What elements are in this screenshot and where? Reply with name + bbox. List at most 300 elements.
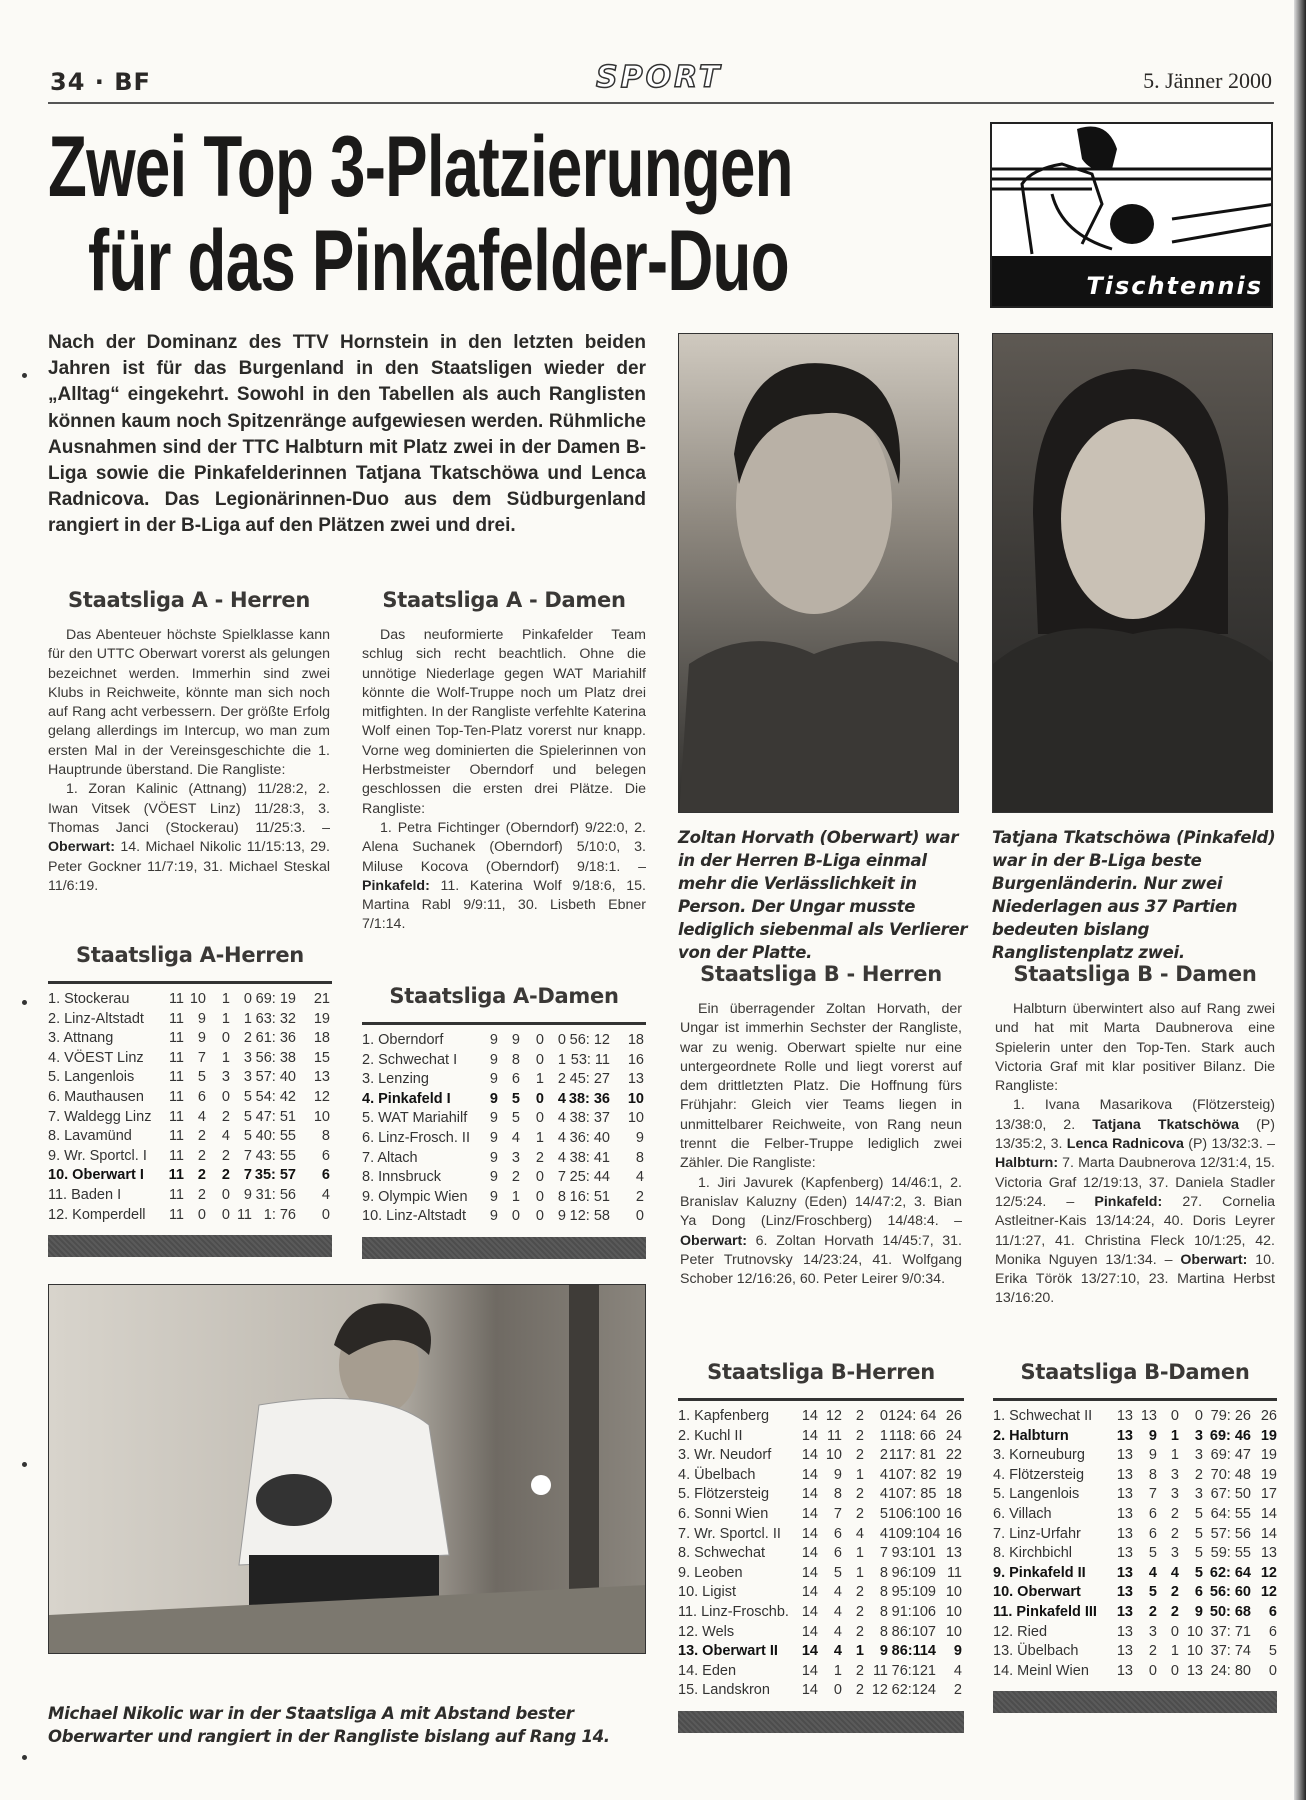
table-title: Staatsliga B-Damen (1020, 1360, 1250, 1384)
table-footer-bar (48, 1235, 332, 1257)
text: 14. Michael Nikolic 11/15:13, 29. Peter Gockner 11/7:19, 31. Michael Steskal 11/6:19. (48, 839, 330, 894)
cell-lost: 9 (879, 1643, 888, 1660)
cell-drawn: 1 (221, 1049, 230, 1066)
table-row (48, 1127, 332, 1147)
table-row (48, 1166, 332, 1186)
cell-played: 9 (489, 1188, 498, 1205)
photo-tatjana-tkatschowa (992, 333, 1273, 813)
paragraph (995, 1000, 1275, 1096)
cell-played: 11 (168, 1147, 184, 1164)
cell-played: 13 (1116, 1505, 1133, 1522)
header-rule (48, 102, 1274, 104)
article-b-herren (680, 962, 962, 1289)
cell-games: 12: 58 (569, 1208, 610, 1225)
cell-won: 2 (197, 1128, 206, 1145)
cell-games: 43: 55 (255, 1147, 296, 1164)
cell-team: 9. Olympic Wien (362, 1188, 468, 1205)
subheading: Staatsliga A - Herren (68, 588, 310, 612)
cell-drawn: 2 (221, 1167, 230, 1184)
table-row (48, 1147, 332, 1167)
cell-team: 13. Oberwart II (678, 1643, 778, 1660)
cell-won: 2 (197, 1186, 206, 1203)
cell-won: 8 (511, 1051, 520, 1068)
cell-lost: 8 (557, 1188, 566, 1205)
cell-team: 7. Linz-Urfahr (993, 1525, 1081, 1542)
cell-won: 4 (833, 1623, 842, 1640)
cell-team: 3. Attnang (48, 1030, 114, 1047)
table-row (48, 1068, 332, 1088)
cell-drawn: 2 (855, 1584, 864, 1601)
text: 1. Zoran Kalinic (Attnang) 11/28:2, 2. Iwan Vitsek (VÖEST Linz) 11/28:3, 3. Thomas Janci (Stockerau) 11/25:3. – (48, 781, 330, 836)
cell-team: 2. Kuchl II (678, 1427, 743, 1444)
cell-points: 14 (1260, 1525, 1277, 1542)
cell-won: 9 (511, 1032, 520, 1048)
cell-lost: 7 (243, 1167, 252, 1184)
cell-team: 5. WAT Mariahilf (362, 1110, 468, 1127)
table-row (678, 1485, 964, 1505)
cell-lost: 9 (1194, 1603, 1203, 1620)
cell-played: 14 (801, 1466, 818, 1483)
table-row (993, 1525, 1277, 1545)
cell-won: 7 (833, 1505, 842, 1522)
page-edge-shadow (1294, 0, 1306, 1800)
cell-won: 4 (833, 1584, 842, 1601)
cell-drawn: 1 (535, 1071, 544, 1088)
cell-points: 10 (627, 1110, 644, 1127)
cell-games: 69: 19 (255, 991, 296, 1007)
cell-games: 95:109 (891, 1584, 936, 1601)
bold-text: Pinkafeld: (362, 877, 430, 894)
cell-games: 35: 57 (254, 1167, 296, 1184)
cell-points: 12 (1260, 1564, 1277, 1581)
cell-won: 11 (826, 1427, 842, 1444)
table-row (362, 1070, 646, 1090)
cell-won: 7 (197, 1049, 206, 1066)
table-a-herren (48, 943, 332, 1257)
cell-points: 8 (321, 1128, 330, 1145)
cell-drawn: 0 (221, 1088, 230, 1105)
cell-played: 13 (1116, 1427, 1133, 1444)
cell-team: 4. Flötzersteig (993, 1466, 1085, 1483)
cell-points: 4 (953, 1662, 962, 1679)
cell-team: 6. Sonni Wien (678, 1505, 769, 1522)
cell-team: 6. Mauthausen (48, 1088, 144, 1105)
cell-team: 10. Linz-Altstadt (362, 1208, 466, 1225)
table-title: Staatsliga A-Herren (76, 943, 304, 967)
cell-won: 9 (197, 1010, 206, 1027)
table-row (362, 1149, 646, 1169)
cell-lost: 4 (557, 1110, 566, 1127)
cell-lost: 4 (557, 1129, 566, 1146)
cell-played: 14 (801, 1545, 818, 1562)
cell-team: 8. Innsbruck (362, 1169, 441, 1186)
article-body (995, 1000, 1275, 1309)
table-a-damen (362, 984, 646, 1259)
cell-points: 4 (635, 1169, 644, 1186)
cell-drawn: 0 (1170, 1408, 1179, 1424)
table-footer-bar (678, 1711, 964, 1733)
cell-games: 67: 50 (1210, 1486, 1251, 1503)
cell-points: 10 (945, 1603, 962, 1620)
cell-points: 6 (1268, 1603, 1277, 1620)
cell-team: 1. Kapfenberg (678, 1408, 770, 1424)
cell-lost: 2 (557, 1071, 566, 1088)
cell-games: 25: 44 (569, 1169, 610, 1186)
cell-drawn: 0 (535, 1110, 544, 1127)
cell-lost: 5 (1194, 1525, 1203, 1542)
cell-played: 14 (801, 1505, 818, 1522)
cell-drawn: 0 (535, 1051, 544, 1068)
cell-drawn: 1 (855, 1643, 864, 1660)
cell-drawn: 1 (855, 1545, 864, 1562)
cell-lost: 0 (1194, 1408, 1203, 1424)
headline-line-2: für das Pinkafelder-Duo (88, 213, 789, 309)
table-row (362, 1207, 646, 1227)
cell-games: 38: 36 (568, 1090, 610, 1107)
cell-games: 57: 40 (255, 1069, 296, 1086)
cell-games: 69: 47 (1210, 1447, 1251, 1464)
cell-points: 0 (1268, 1662, 1277, 1679)
table-row (678, 1407, 964, 1427)
cell-points: 26 (945, 1408, 962, 1424)
table-tennis-player-icon (49, 1285, 646, 1654)
bold-text: Oberwart: (1180, 1251, 1248, 1268)
cell-won: 3 (511, 1149, 520, 1166)
cell-games: 69: 46 (1209, 1427, 1251, 1444)
cell-drawn: 2 (855, 1505, 864, 1522)
article-body (48, 626, 330, 896)
text: (P) 13/35:2, 3. (995, 1116, 1275, 1153)
cell-lost: 3 (243, 1069, 252, 1086)
cell-points: 18 (313, 1030, 330, 1047)
cell-played: 13 (1116, 1486, 1133, 1503)
cell-won: 4 (833, 1603, 842, 1620)
cell-points: 13 (1260, 1545, 1277, 1562)
paragraph (680, 1174, 962, 1290)
cell-lost: 1 (243, 1010, 252, 1027)
cell-points: 13 (313, 1069, 330, 1086)
cell-lost: 8 (879, 1623, 888, 1640)
cell-won: 5 (1148, 1584, 1157, 1601)
cell-team: 14. Eden (678, 1662, 737, 1679)
photo-michael-nikolic (48, 1284, 646, 1654)
cell-played: 14 (801, 1662, 818, 1679)
cell-team: 14. Meinl Wien (993, 1662, 1089, 1679)
cell-drawn: 0 (535, 1090, 544, 1107)
cell-points: 15 (313, 1049, 330, 1066)
table-row (678, 1446, 964, 1466)
issue-date: 5. Jänner 2000 (1143, 68, 1272, 93)
caption-nikolic: Michael Nikolic war in der Staatsliga A mit Abstand bester Oberwarter und rangiert in der Rangliste bislang auf Rang 14. (48, 1704, 610, 1746)
cell-games: 38: 41 (569, 1149, 610, 1166)
table-row (48, 1049, 332, 1069)
cell-lost: 5 (243, 1108, 252, 1125)
article-b-damen (995, 962, 1275, 1309)
cell-games: 50: 68 (1209, 1603, 1251, 1620)
table-row (678, 1623, 964, 1643)
cell-won: 2 (1148, 1603, 1157, 1620)
table-row (993, 1623, 1277, 1643)
cell-team: 7. Wr. Sportcl. II (678, 1525, 781, 1542)
table-row (48, 990, 332, 1010)
cell-points: 9 (953, 1643, 962, 1660)
cell-played: 13 (1116, 1584, 1133, 1601)
cell-played: 14 (801, 1584, 818, 1601)
cell-team: 2. Schwechat I (362, 1051, 458, 1068)
cell-lost: 4 (557, 1149, 566, 1166)
cell-lost: 9 (557, 1208, 566, 1225)
cell-lost: 9 (243, 1186, 252, 1203)
table-row (362, 1188, 646, 1208)
cell-played: 13 (1116, 1545, 1133, 1562)
cell-played: 13 (1116, 1408, 1133, 1424)
cell-played: 13 (1116, 1564, 1133, 1581)
cell-played: 11 (168, 1128, 184, 1145)
cell-games: 106:100 (888, 1505, 941, 1522)
table-row (993, 1642, 1277, 1662)
photo-zoltan-horvath (678, 333, 959, 813)
cell-team: 5. Langenlois (993, 1486, 1080, 1503)
cell-won: 6 (1148, 1525, 1157, 1542)
cell-won: 6 (511, 1071, 520, 1088)
table-row (362, 1168, 646, 1188)
cell-lost: 1 (557, 1051, 566, 1068)
cell-played: 9 (489, 1149, 498, 1166)
cell-games: 76:121 (891, 1662, 936, 1679)
margin-dot (22, 1755, 27, 1760)
logo-label: Tischtennis (1086, 272, 1263, 300)
cell-points: 16 (945, 1505, 962, 1522)
cell-drawn: 1 (855, 1564, 864, 1581)
cell-games: 56: 60 (1209, 1584, 1251, 1601)
cell-played: 9 (489, 1208, 498, 1225)
standings-table (362, 1022, 646, 1259)
table-row (993, 1427, 1277, 1447)
caption-horvath: Zoltan Horvath (Oberwart) war in der Herren B-Liga einmal mehr die Verlässlichkeit in Person. Der Ungar musste lediglich siebenmal als Verlierer von der Platte. (678, 828, 968, 962)
cell-drawn: 3 (1170, 1486, 1179, 1503)
cell-points: 10 (945, 1584, 962, 1601)
cell-drawn: 2 (855, 1662, 864, 1679)
cell-games: 109:104 (888, 1525, 941, 1542)
margin-dot (22, 1000, 27, 1005)
bold-text: Oberwart: (48, 839, 116, 856)
table-row (678, 1662, 964, 1682)
cell-team: 5. Langenlois (48, 1069, 135, 1086)
cell-team: 9. Leoben (678, 1564, 743, 1581)
cell-team: 8. Schwechat (678, 1545, 766, 1562)
cell-lost: 12 (871, 1682, 888, 1699)
paragraph (680, 1000, 962, 1174)
subheading: Staatsliga B - Herren (700, 962, 942, 986)
cell-points: 2 (953, 1682, 962, 1699)
cell-played: 14 (801, 1682, 818, 1699)
table-row (362, 1129, 646, 1149)
cell-lost: 1 (879, 1427, 888, 1444)
table-row (678, 1427, 964, 1447)
table-row (48, 1029, 332, 1049)
cell-drawn: 2 (855, 1447, 864, 1464)
table-row (993, 1603, 1277, 1623)
standings-table (678, 1398, 964, 1733)
table-row (993, 1485, 1277, 1505)
text: 1. Petra Fichtinger (Oberndorf) 9/22:0, 2. Alena Suchanek (Oberndorf) 5/10:0, 3. Miluse Kocova (Oberndorf) 9/18:1. – (362, 819, 646, 875)
lead-paragraph: Nach der Dominanz des TTV Hornstein in den letzten beiden Jahren ist für das Burgenland in den Staatsligen wieder der „Alltag“ eingekehrt. Sowohl in den Tabellen als auch Ranglisten können kaum noch Spitzenränge aufgewiesen werden. Rühmliche Ausnahmen sind der TTC Halbturn mit Platz zwei in der Damen B-Liga sowie die Pinkafelderinnen Tatjana Tkatschöwa und Lenca Radnicova. Das Legionärinnen-Duo aus dem Südburgenland rangiert in der B-Liga auf den Plätzen zwei und drei. (48, 332, 646, 537)
cell-team: 5. Flötzersteig (678, 1486, 770, 1503)
text: 11. Katerina Wolf 9/18:6, 15. Martina Rabl 9/9:11, 30. Lisbeth Ebner 7/1:14. (362, 877, 646, 933)
cell-points: 21 (313, 991, 330, 1007)
table-footer-bar (993, 1691, 1277, 1713)
standings-table (993, 1398, 1277, 1713)
cell-points: 14 (1260, 1505, 1277, 1522)
table-row (993, 1583, 1277, 1603)
cell-played: 11 (168, 1088, 184, 1105)
cell-games: 40: 55 (255, 1128, 296, 1145)
cell-games: 79: 26 (1210, 1408, 1251, 1424)
cell-won: 2 (197, 1147, 206, 1164)
table-row (993, 1407, 1277, 1427)
cell-drawn: 0 (221, 1206, 230, 1223)
cell-played: 9 (489, 1090, 498, 1107)
cell-lost: 8 (879, 1603, 888, 1620)
cell-won: 12 (825, 1408, 842, 1424)
cell-won: 6 (833, 1545, 842, 1562)
portrait-man-icon (679, 334, 959, 813)
table-row (678, 1525, 964, 1545)
cell-won: 1 (833, 1662, 842, 1679)
table-row (678, 1564, 964, 1584)
cell-points: 2 (635, 1188, 644, 1205)
cell-points: 10 (627, 1090, 644, 1107)
cell-points: 13 (945, 1545, 962, 1562)
cell-drawn: 2 (855, 1603, 864, 1620)
cell-won: 4 (511, 1129, 520, 1146)
text: Das Abenteuer höchste Spielklasse kann für den UTTC Oberwart vorerst als gelungen bezeichnet werden. Immerhin sind zwei Klubs in Reichweite, könnte man sich noch auf Rang acht verbessern. Der größte Erfolg gelang allerdings im Intercup, wo man zum ersten Mal in der Vereinsgeschichte die 1. Hauptrunde überstand. Die Rangliste: (48, 627, 330, 779)
table-row (993, 1564, 1277, 1584)
cell-points: 19 (313, 1010, 330, 1027)
text: 10. Erika Török 13/27:10, 23. Martina Herbst 13/16:20. (995, 1251, 1275, 1307)
cell-drawn: 0 (1170, 1662, 1179, 1679)
table-row (48, 1186, 332, 1206)
cell-won: 8 (1148, 1466, 1157, 1483)
cell-won: 10 (825, 1447, 842, 1464)
cell-drawn: 3 (1170, 1466, 1179, 1483)
cell-points: 17 (1260, 1486, 1277, 1503)
cell-lost: 3 (243, 1049, 252, 1066)
cell-games: 38: 37 (569, 1110, 610, 1127)
headline-line-1: Zwei Top 3-Platzierungen (48, 119, 793, 215)
table-footer-bar (362, 1237, 646, 1259)
bold-text: Lenca Radnicova (1066, 1136, 1184, 1153)
cell-games: 1: 76 (263, 1206, 296, 1223)
cell-games: 64: 55 (1210, 1505, 1251, 1522)
tischtennis-logo (990, 122, 1273, 308)
cell-games: 124: 64 (888, 1408, 937, 1424)
cell-won: 5 (511, 1110, 520, 1127)
cell-points: 12 (313, 1088, 330, 1105)
cell-played: 11 (168, 1167, 184, 1184)
cell-lost: 2 (1194, 1466, 1203, 1483)
cell-won: 10 (189, 991, 206, 1007)
table-row (993, 1505, 1277, 1525)
cell-won: 6 (833, 1525, 842, 1542)
cell-games: 117: 81 (888, 1447, 936, 1464)
cell-played: 11 (168, 1206, 184, 1223)
table-row (678, 1603, 964, 1623)
cell-won: 0 (1148, 1662, 1157, 1679)
cell-won: 4 (1148, 1564, 1157, 1581)
cell-won: 9 (197, 1030, 206, 1047)
cell-lost: 8 (879, 1584, 888, 1601)
cell-games: 45: 27 (569, 1071, 610, 1088)
cell-won: 9 (833, 1466, 842, 1483)
cell-team: 1. Schwechat II (993, 1408, 1093, 1424)
cell-drawn: 2 (221, 1147, 230, 1164)
article-a-herren (48, 588, 330, 896)
cell-played: 11 (168, 1010, 184, 1027)
margin-dot (22, 373, 27, 378)
cell-played: 9 (489, 1071, 498, 1088)
cell-games: 91:106 (891, 1603, 936, 1620)
cell-played: 9 (489, 1169, 498, 1186)
cell-team: 12. Komperdell (48, 1206, 146, 1223)
cell-lost: 10 (1186, 1623, 1203, 1640)
cell-points: 4 (321, 1186, 330, 1203)
cell-points: 18 (627, 1032, 644, 1048)
cell-lost: 5 (1194, 1545, 1203, 1562)
paragraph (48, 626, 330, 780)
cell-drawn: 0 (535, 1169, 544, 1186)
text: 1. Ivana Masarikova (Flötzersteig) 13/38:0, 2. (995, 1097, 1275, 1133)
cell-played: 14 (801, 1564, 818, 1581)
cell-played: 13 (1116, 1466, 1133, 1483)
cell-won: 2 (1148, 1643, 1157, 1660)
cell-games: 56: 12 (569, 1032, 610, 1048)
cell-played: 13 (1116, 1603, 1133, 1620)
subheading: Staatsliga B - Damen (1013, 962, 1257, 986)
cell-games: 57: 56 (1210, 1525, 1251, 1542)
cell-drawn: 2 (855, 1623, 864, 1640)
cell-won: 6 (197, 1088, 206, 1105)
cell-drawn: 0 (535, 1032, 544, 1048)
table-row (678, 1466, 964, 1486)
cell-points: 6 (321, 1167, 330, 1184)
cell-team: 12. Wels (678, 1623, 735, 1640)
cell-team: 4. Übelbach (678, 1466, 756, 1483)
cell-points: 19 (1260, 1447, 1277, 1464)
cell-games: 96:109 (891, 1564, 936, 1581)
cell-games: 93:101 (891, 1545, 936, 1562)
cell-lost: 11 (872, 1662, 888, 1679)
cell-points: 6 (1268, 1623, 1277, 1640)
cell-lost: 3 (1194, 1486, 1203, 1503)
cell-lost: 6 (1194, 1584, 1203, 1601)
cell-games: 36: 40 (569, 1129, 610, 1146)
cell-team: 10. Oberwart (993, 1584, 1081, 1601)
cell-team: 8. Kirchbichl (993, 1545, 1072, 1562)
cell-points: 0 (321, 1206, 330, 1223)
cell-team: 12. Ried (993, 1623, 1048, 1640)
bold-text: Oberwart: (680, 1232, 748, 1249)
cell-drawn: 2 (1170, 1505, 1179, 1522)
cell-games: 47: 51 (255, 1108, 296, 1125)
table-row (362, 1031, 646, 1051)
cell-played: 13 (1116, 1643, 1133, 1660)
cell-games: 37: 74 (1210, 1643, 1251, 1660)
cell-lost: 2 (879, 1447, 888, 1464)
cell-won: 0 (511, 1208, 520, 1225)
cell-played: 13 (1116, 1525, 1133, 1542)
cell-drawn: 1 (221, 991, 230, 1007)
